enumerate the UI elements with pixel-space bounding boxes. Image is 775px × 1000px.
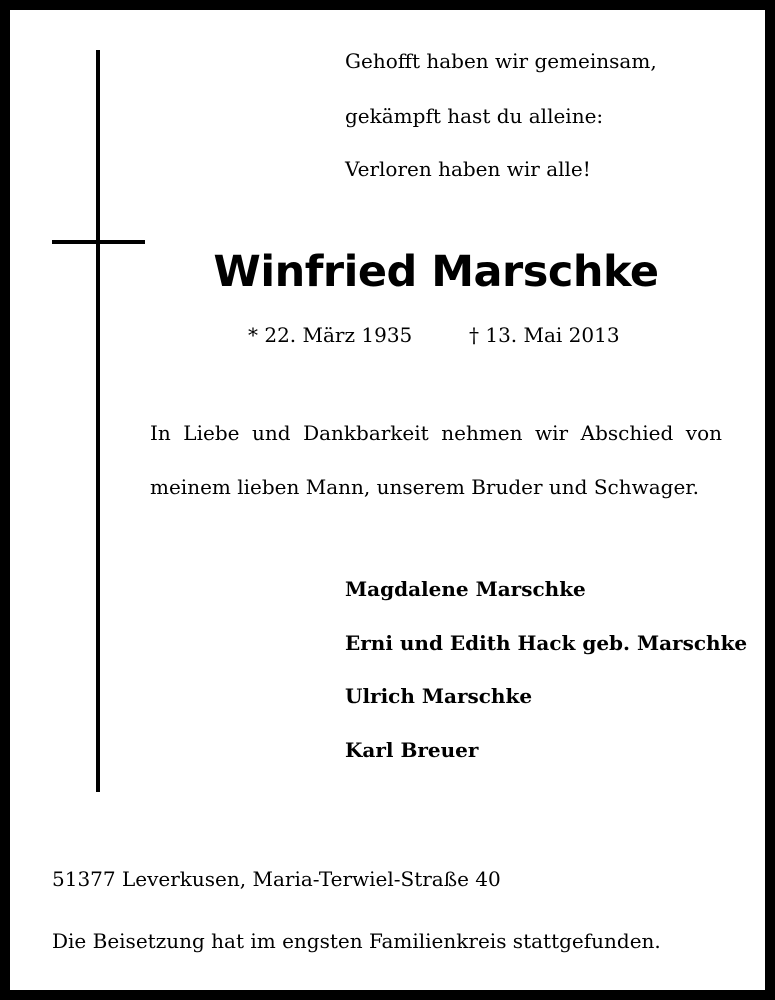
motto-line-1: Gehofft haben wir gemeinsam, [345, 49, 657, 73]
mourner-name: Erni und Edith Hack geb. Marschke [345, 631, 748, 655]
burial-note: Die Beisetzung hat im engsten Familienkreis stattgefunden. [52, 929, 661, 953]
mourner-name: Karl Breuer [345, 738, 479, 762]
motto-line-3: Verloren haben wir alle! [345, 157, 591, 181]
motto-line-2: gekämpft hast du alleine: [345, 104, 604, 128]
mourner-name: Ulrich Marschke [345, 684, 533, 708]
farewell-line-1: In Liebe und Dankbarkeit nehmen wir Abschied von [150, 421, 722, 445]
address: 51377 Leverkusen, Maria-Terwiel-Straße 40 [52, 867, 501, 891]
cross-vertical-bar [96, 50, 100, 792]
deceased-name: Winfried Marschke [213, 247, 659, 297]
death-date: † 13. Mai 2013 [469, 323, 620, 347]
birth-date: * 22. März 1935 [248, 323, 413, 347]
mourner-name: Magdalene Marschke [345, 577, 586, 601]
farewell-line-2: meinem lieben Mann, unserem Bruder und Schwager. [150, 475, 700, 499]
cross-horizontal-bar [52, 240, 145, 244]
